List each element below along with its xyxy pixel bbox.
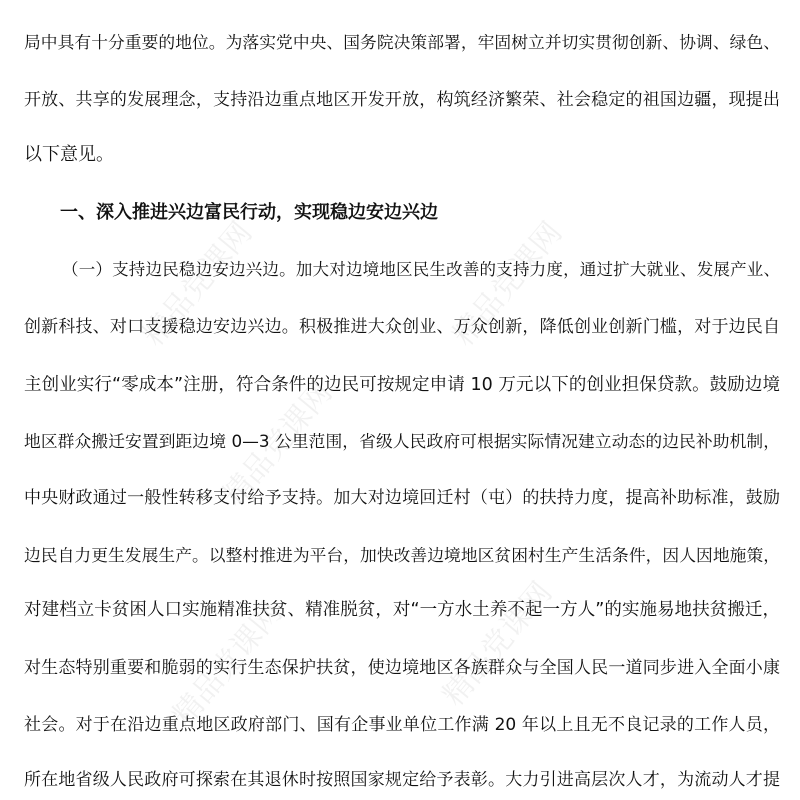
paragraph-line: 主创业实行“零成本”注册，符合条件的边民可按规定申请 10 万元以下的创业担保贷款。鼓励边境 [24,375,780,395]
paragraph-line: 开放、共享的发展理念，支持沿边重点地区开发开放，构筑经济繁荣、社会稳定的祖国边疆，现提出 [24,90,780,110]
paragraph-line: 局中具有十分重要的地位。为落实党中央、国务院决策部署，牢固树立并切实贯彻创新、协调、绿色、 [24,32,780,52]
paragraph-line: 以下意见。 [24,144,114,165]
paragraph-line: 中央财政通过一般性转移支付给予支持。加大对边境回迁村（屯）的扶持力度，提高补助标准，鼓励 [24,488,780,508]
watermark-text: 精品党课网 [216,375,340,513]
paragraph-line: （一）支持边民稳边安边兴边。加大对边境地区民生改善的支持力度，通过扩大就业、发展产业、 [62,260,780,279]
paragraph-line: 对生态特别重要和脆弱的实行生态保护扶贫，使边境地区各族群众与全国人民一道同步进入全面小康 [24,658,780,678]
watermark-text: 精品党课网 [436,575,560,713]
paragraph-line: 创新科技、对口支援稳边安边兴边。积极推进大众创业、万众创新，降低创业创新门槛，对于边民自 [24,317,780,337]
watermark-text: 精品党课网 [166,595,290,733]
paragraph-line: 对建档立卡贫困人口实施精准扶贫、精准脱贫，对“一方水土养不起一方人”的实施易地扶贫搬迁， [24,600,780,620]
paragraph-line: 社会。对于在沿边重点地区政府部门、国有企事业单位工作满 20 年以上且无不良记录的工作人员， [24,715,780,735]
watermark-text: 精品党课网 [136,215,260,353]
paragraph-line: 所在地省级人民政府可探索在其退休时按照国家规定给予表彰。大力引进高层次人才，为流动人才提 [24,770,780,790]
section-heading: 一、深入推进兴边富民行动，实现稳边安边兴边 [60,202,438,223]
watermark-text: 精品党课网 [446,215,570,353]
paragraph-line: 地区群众搬迁安置到距边境 0—3 公里范围，省级人民政府可根据实际情况建立动态的边民补助机制， [24,431,780,451]
paragraph-line: 边民自力更生发展生产。以整村推进为平台，加快改善边境地区贫困村生产生活条件，因人因地施策， [24,545,780,565]
